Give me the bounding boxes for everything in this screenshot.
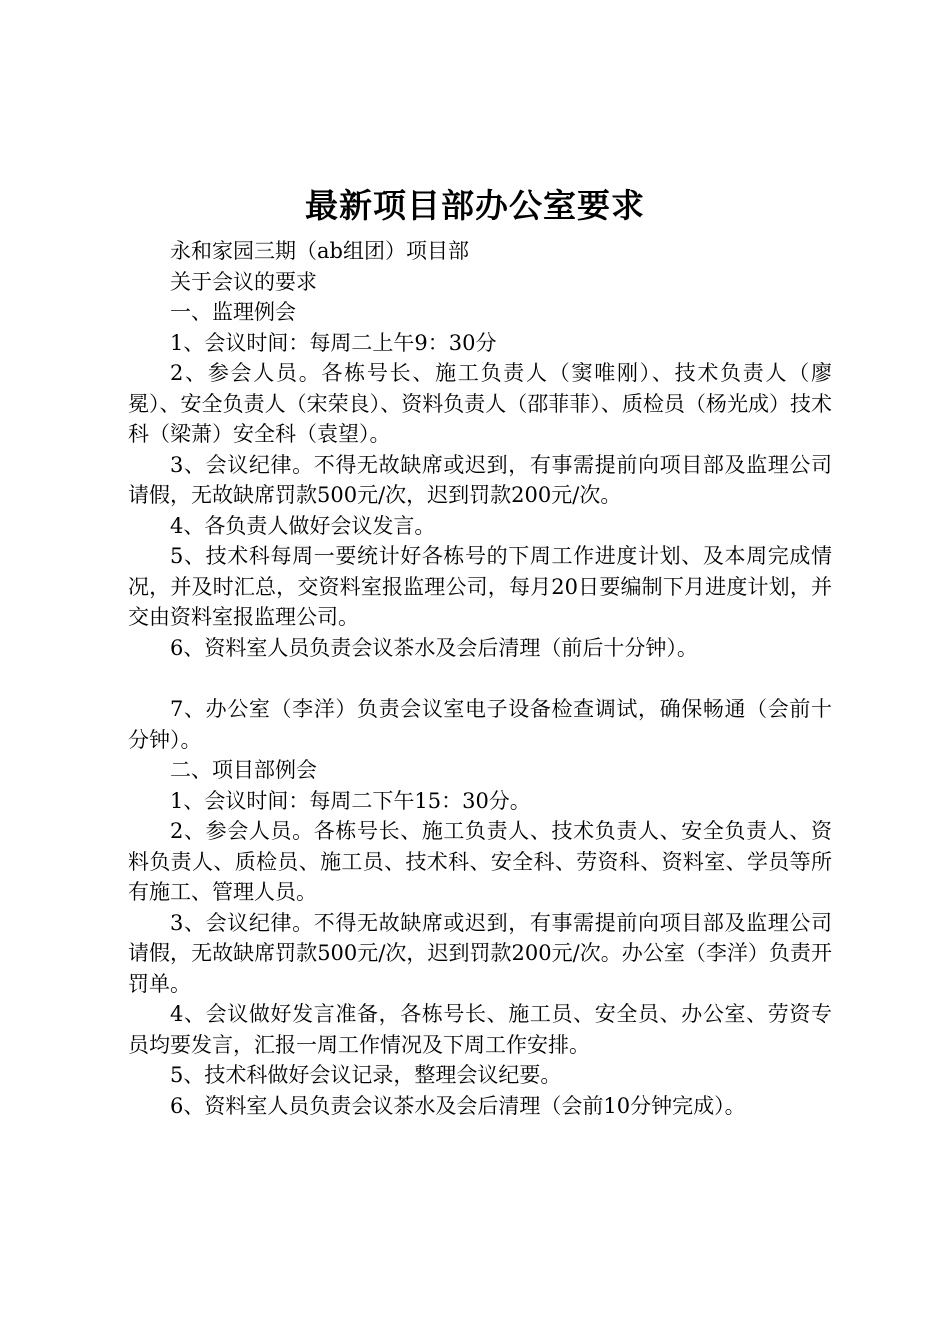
paragraph-item: 3、会议纪律。不得无故缺席或迟到，有事需提前向项目部及监理公司请假，无故缺席罚款500元/次，迟到罚款200元/次。办公室（李洋）负责开罚单。 bbox=[128, 910, 832, 996]
paragraph-item: 5、技术科做好会议记录，整理会议纪要。 bbox=[170, 1063, 562, 1087]
paragraph-item: 6、资料室人员负责会议茶水及会后清理（前后十分钟）。 bbox=[170, 635, 698, 660]
paragraph-item: 1、会议时间：每周二上午9：30分 bbox=[170, 330, 497, 355]
paragraph-project-name: 永和家园三期（ab组团）项目部 bbox=[170, 239, 469, 263]
document-title: 最新项目部办公室要求 bbox=[305, 186, 645, 225]
paragraph-item: 2、参会人员。各栋号长、施工负责人、技术负责人、安全负责人、资料负责人、质检员、施工员、技术科、安全科、劳资科、资料室、学员等所有施工、管理人员。 bbox=[128, 819, 832, 904]
paragraph-item: 4、会议做好发言准备，各栋号长、施工员、安全员、办公室、劳资专员均要发言，汇报一周工作情况及下周工作安排。 bbox=[128, 1002, 832, 1057]
paragraph-item: 6、资料室人员负责会议茶水及会后清理（会前10分钟完成）。 bbox=[170, 1093, 746, 1118]
paragraph-item: 5、技术科每周一要统计好各栋号的下周工作进度计划、及本周完成情况，并及时汇总，交资料室报监理公司，每月20日要编制下月进度计划，并交由资料室报监理公司。 bbox=[128, 544, 832, 629]
paragraph-item: 7、办公室（李洋）负责会议室电子设备检查调试，确保畅通（会前十分钟）。 bbox=[128, 697, 832, 752]
paragraph-item: 2、参会人员。各栋号长、施工负责人（窦唯刚）、技术负责人（廖冕）、安全负责人（宋荣良）、资料负责人（邵菲菲）、质检员（杨光成）技术科（梁萧）安全科（袁望）。 bbox=[128, 361, 832, 446]
paragraph-item: 1、会议时间：每周二下午15：30分。 bbox=[170, 788, 531, 813]
section-heading-project-meeting: 二、项目部例会 bbox=[170, 758, 317, 782]
paragraph-item: 3、会议纪律。不得无故缺席或迟到，有事需提前向项目部及监理公司请假，无故缺席罚款500元/次，迟到罚款200元/次。 bbox=[128, 452, 832, 507]
section-heading-supervision-meeting: 一、监理例会 bbox=[170, 300, 296, 324]
paragraph-subject: 关于会议的要求 bbox=[170, 269, 317, 294]
document-body bbox=[128, 236, 832, 1121]
paragraph-item: 4、各负责人做好会议发言。 bbox=[170, 513, 436, 538]
